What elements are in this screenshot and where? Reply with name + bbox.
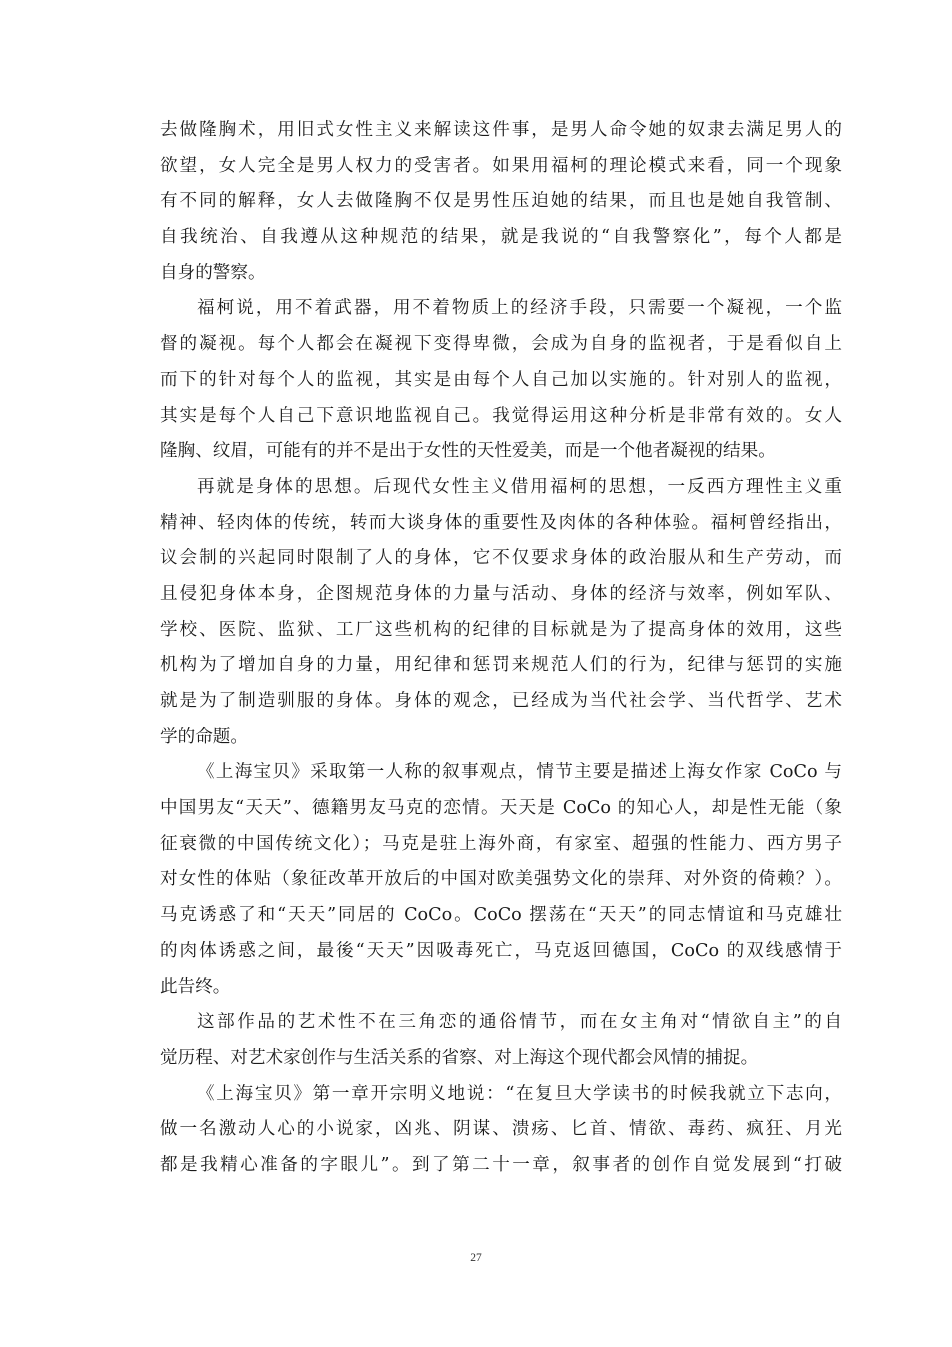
text-line: 此告终。	[160, 976, 231, 997]
text-line: 马克诱惑了和“天天”同居的 CoCo。CoCo 摆荡在“天天”的同志情谊和马克雄壮	[160, 905, 842, 926]
text-line: 且侵犯身体本身，企图规范身体的力量与活动、身体的经济与效率，例如军队、	[160, 583, 842, 604]
text-line: 欲望，女人完全是男人权力的受害者。如果用福柯的理论模式来看，同一个现象	[160, 155, 842, 176]
text-line: 再就是身体的思想。后现代女性主义借用福柯的思想，一反西方理性主义重	[197, 476, 842, 497]
text-line: 觉历程、对艺术家创作与生活关系的省察、对上海这个现代都会风情的捕捉。	[160, 1047, 759, 1068]
text-line: 都是我精心准备的字眼儿”。到了第二十一章，叙事者的创作自觉发展到“打破	[160, 1154, 842, 1175]
text-line: 做一名激动人心的小说家，凶兆、阴谋、溃疡、匕首、情欲、毒药、疯狂、月光	[160, 1119, 842, 1140]
text-line: 福柯说，用不着武器，用不着物质上的经济手段，只需要一个凝视，一个监	[197, 298, 842, 319]
text-line: 学的命题。	[160, 726, 248, 747]
text-line: 《上海宝贝》第一章开宗明义地说：“在复旦大学读书的时候我就立下志向，	[197, 1083, 842, 1104]
text-line: 中国男友“天天”、德籍男友马克的恋情。天天是 CoCo 的知心人，却是性无能（象	[160, 798, 842, 819]
text-line: 自身的警察。	[160, 262, 266, 283]
paragraph	[160, 113, 842, 291]
body-text	[160, 113, 842, 1184]
text-line: 对女性的体贴（象征改革开放后的中国对欧美强势文化的崇拜、对外资的倚赖？）。	[160, 869, 842, 890]
text-line: 自我统治、自我遵从这种规范的结果，就是我说的“自我警察化”，每个人都是	[160, 227, 842, 248]
paragraph	[160, 1005, 842, 1076]
text-line: 《上海宝贝》采取第一人称的叙事观点，情节主要是描述上海女作家 CoCo 与	[197, 762, 842, 783]
text-line: 去做隆胸术，用旧式女性主义来解读这件事，是男人命令她的奴隶去满足男人的	[160, 120, 842, 140]
text-line: 征衰微的中国传统文化）；马克是驻上海外商，有家室、超强的性能力、西方男子	[160, 833, 842, 854]
text-line: 其实是每个人自己下意识地监视自己。我觉得运用这种分析是非常有效的。女人	[160, 405, 842, 426]
text-line: 这部作品的艺术性不在三角恋的通俗情节，而在女主角对“情欲自主”的自	[197, 1012, 842, 1033]
text-line: 议会制的兴起同时限制了人的身体，它不仅要求身体的政治服从和生产劳动，而	[160, 548, 842, 569]
text-line: 精神、轻肉体的传统，转而大谈身体的重要性及肉体的各种体验。福柯曾经指出，	[160, 512, 842, 533]
paragraph	[160, 470, 842, 756]
text-line: 有不同的解释，女人去做隆胸不仅是男性压迫她的结果，而且也是她自我管制、	[160, 191, 842, 212]
text-line: 的肉体诱惑之间，最後“天天”因吸毒死亡，马克返回德国，CoCo 的双线感情于	[160, 940, 842, 961]
text-line: 隆胸、纹眉，可能有的并不是出于女性的天性爱美，而是一个他者凝视的结果。	[160, 441, 776, 462]
text-line: 督的凝视。每个人都会在凝视下变得卑微，会成为自身的监视者，于是看似自上	[160, 334, 842, 355]
text-line: 就是为了制造驯服的身体。身体的观念，已经成为当代社会学、当代哲学、艺术	[160, 691, 842, 711]
paragraph	[160, 291, 842, 469]
text-line: 学校、医院、监狱、工厂这些机构的纪律的目标就是为了提高身体的效用，这些	[160, 619, 842, 640]
paragraph	[160, 1077, 842, 1184]
text-line: 机构为了增加自身的力量，用纪律和惩罚来规范人们的行为，纪律与惩罚的实施	[160, 655, 842, 676]
text-line: 而下的针对每个人的监视，其实是由每个人自己加以实施的。针对别人的监视，	[160, 369, 842, 390]
paragraph	[160, 755, 842, 1005]
page-number: 27	[470, 1252, 482, 1264]
